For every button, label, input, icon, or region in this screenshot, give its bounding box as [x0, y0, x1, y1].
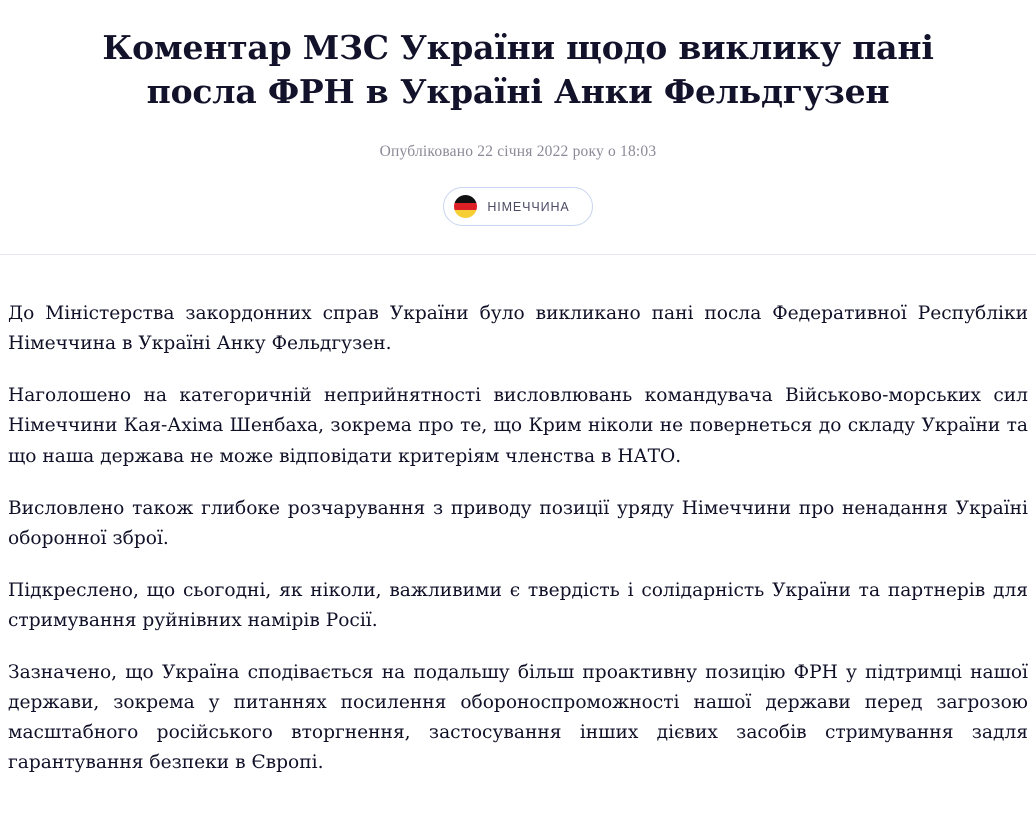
tag-row	[36, 187, 1000, 226]
article-paragraph: Наголошено на категоричній неприйнятності висловлювань командувача Військово-морських сил Німеччини Кая-Ахіма Шенбаха, зокрема про те, що Крим ніколи не повернеться до складу України та що наша держава не може відповідати критеріям членства в НАТО.	[8, 385, 1028, 467]
article-header	[0, 0, 1036, 226]
article-body	[0, 255, 1036, 788]
page-title: Коментар МЗС України щодо виклику пані посла ФРН в Україні Анки Фельдгузен	[102, 28, 934, 111]
country-tag-germany[interactable]	[443, 187, 592, 226]
article-paragraph: Зазначено, що Україна сподівається на подальшу більш проактивну позицію ФРН у підтримці нашої держави, зокрема у питаннях посилення обороноспроможності нашої держави перед загрозою масштабного російського вторгнення, застосування інших дієвих засобів стримування задля гарантування безпеки в Європі.	[8, 662, 1028, 774]
germany-flag-icon	[454, 195, 477, 218]
publish-date: Опубліковано 22 січня 2022 року о 18:03	[379, 143, 657, 161]
article-paragraph: Підкреслено, що сьогодні, як ніколи, важливими є твердість і солідарність України та партнерів для стримування руйнівних намірів Росії.	[8, 579, 1028, 631]
article-paragraph: Висловлено також глибоке розчарування з приводу позиції уряду Німеччини про ненадання Україні оборонної зброї.	[8, 497, 1028, 549]
article-paragraph: До Міністерства закордонних справ України було викликано пані посла Федеративної Республіки Німеччина в Україні Анку Фельдгузен.	[8, 303, 1028, 355]
country-tag-label: НІМЕЧЧИНА	[487, 199, 570, 214]
